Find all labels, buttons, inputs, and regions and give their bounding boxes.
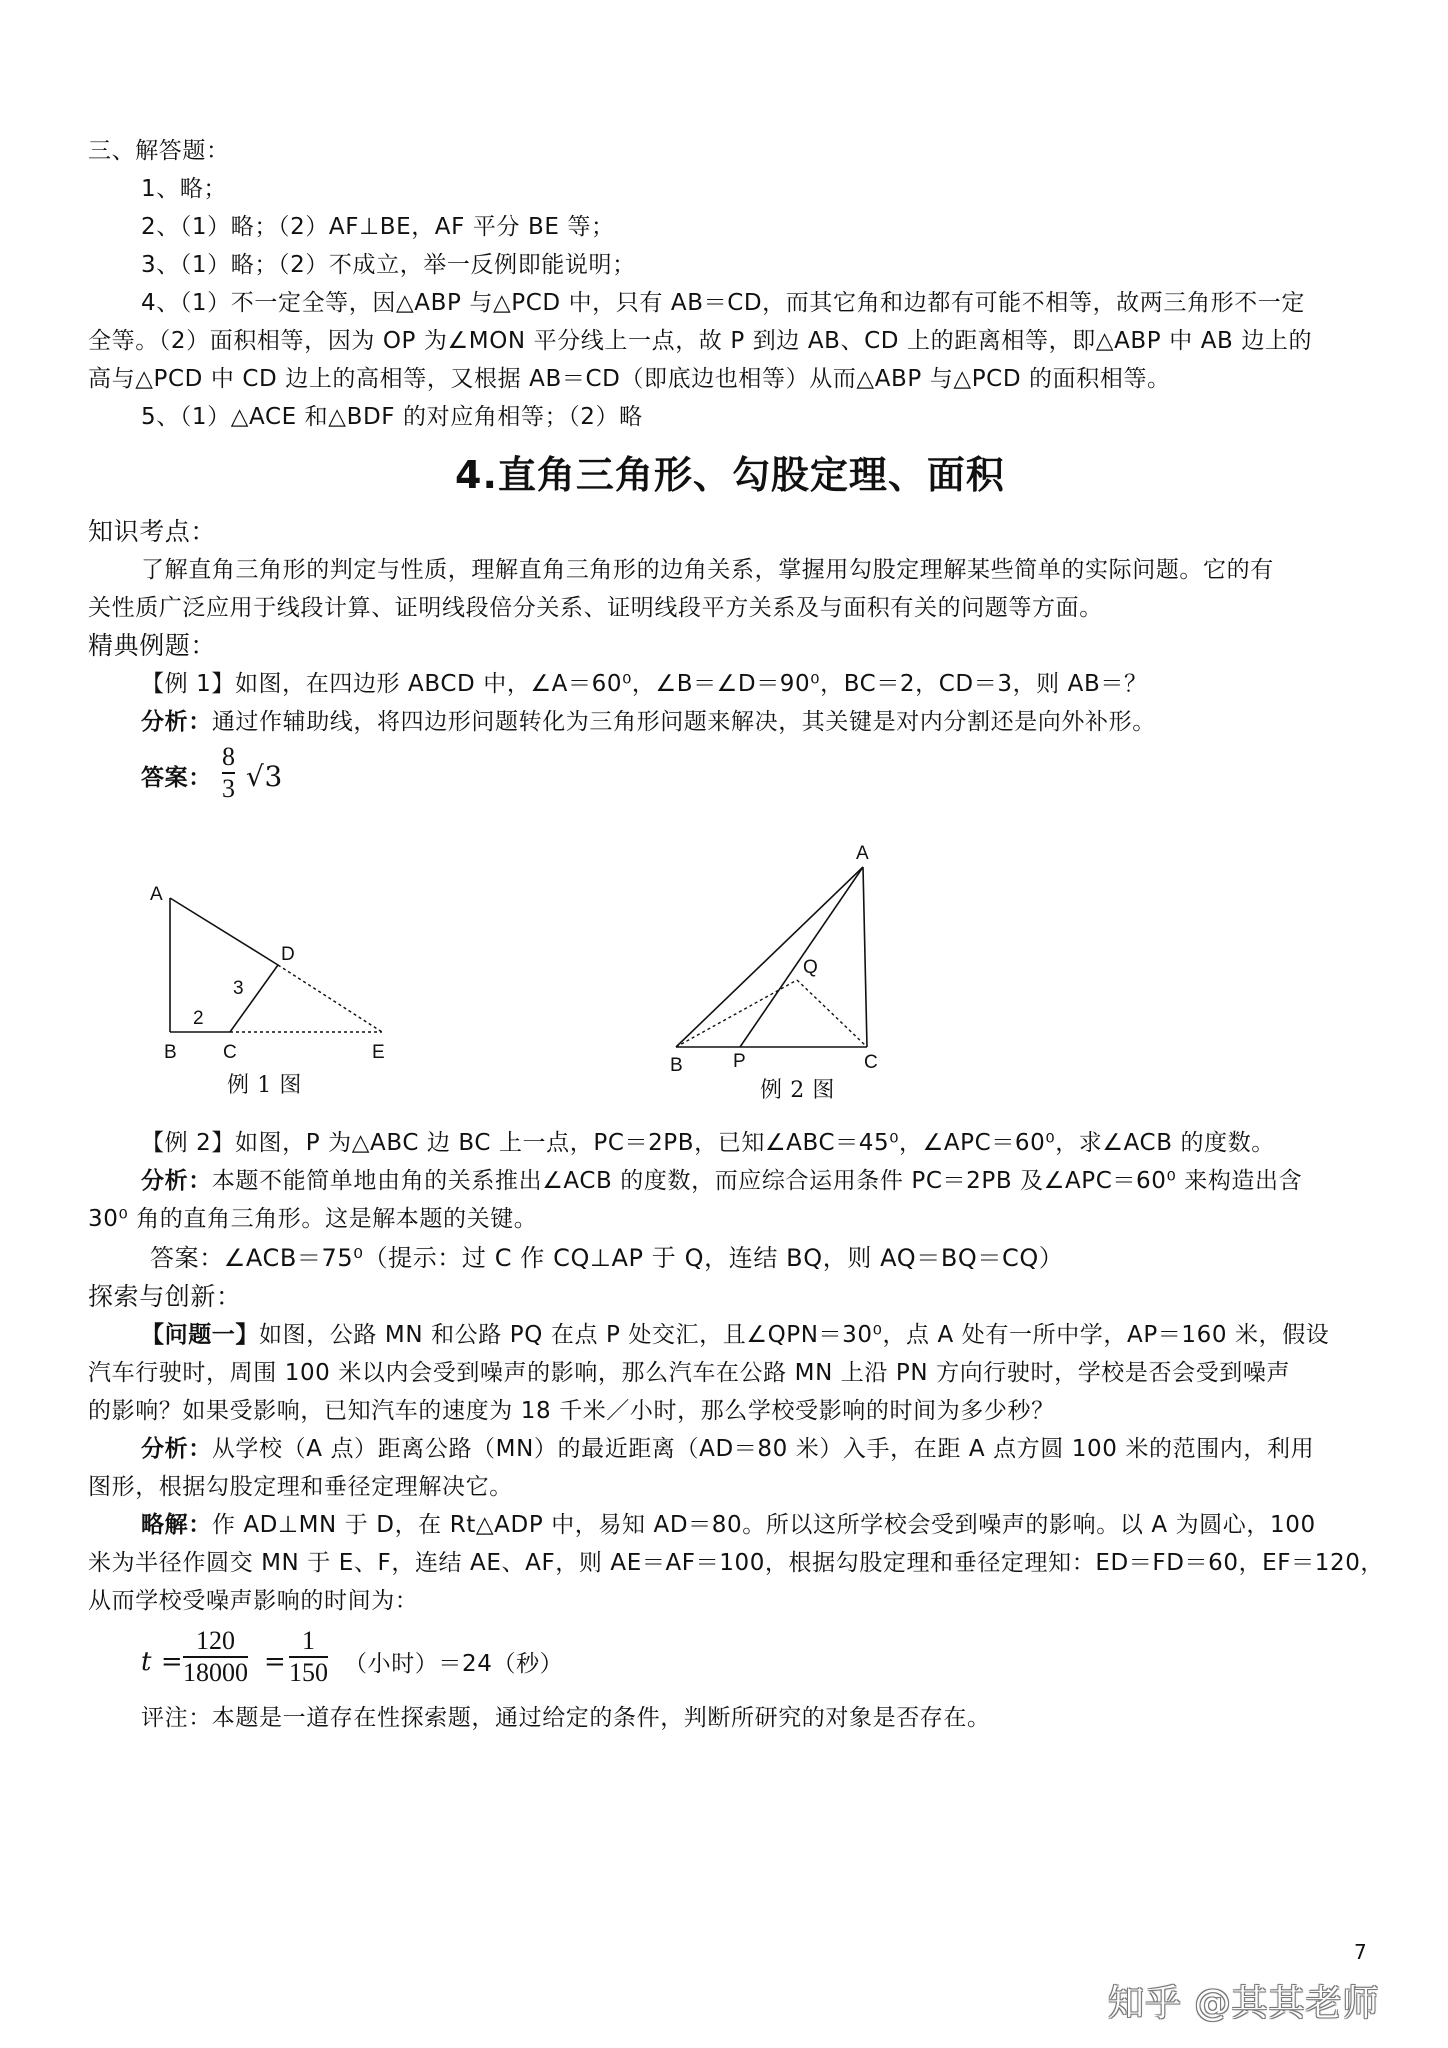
example-2-answer: 答案：∠ACB＝75⁰（提示：过 C 作 CQ⊥AP 于 Q，连结 BQ，则 AQ＝BQ＝CQ） bbox=[150, 1244, 1064, 1272]
figure-2-caption: 例 2 图 bbox=[760, 1078, 835, 1103]
solution-line-2: 米为半径作圆交 MN 于 E、F，连结 AE、AF，则 AE＝AF＝100，根据勾股定理和垂径定理知：ED＝FD＝60，EF＝120， bbox=[88, 1550, 1385, 1576]
knowledge-line-2: 关性质广泛应用于线段计算、证明线段倍分关系、证明线段平方关系及与面积有关的问题等方面。 bbox=[88, 595, 1103, 621]
edge-ad bbox=[170, 898, 278, 965]
examples-heading: 精典例题： bbox=[88, 631, 217, 660]
page-number: 7 bbox=[1354, 1940, 1368, 1964]
label-d: D bbox=[281, 944, 295, 965]
segment-ap bbox=[740, 867, 863, 1047]
watermark: 知乎 @其其老师 bbox=[1108, 1983, 1380, 2024]
label-a: A bbox=[150, 884, 163, 905]
comment: 评注：本题是一道存在性探索题，通过给定的条件，判断所研究的对象是否存在。 bbox=[141, 1705, 991, 1731]
label-b: B bbox=[670, 1055, 683, 1075]
example-2-analysis-line-1 bbox=[141, 1166, 1302, 1196]
label-a: A bbox=[856, 843, 869, 864]
example-2-question: 【例 2】如图，P 为△ABC 边 BC 上一点，PC＝2PB，已知∠ABC＝45⁰，∠APC＝60⁰，求∠ACB 的度数。 bbox=[141, 1130, 1275, 1156]
fraction-numerator: 1 bbox=[302, 1626, 315, 1655]
section-heading: 三、解答题： bbox=[88, 138, 230, 164]
answer-root: √3 bbox=[246, 760, 283, 793]
answer-4-line-3: 高与△PCD 中 CD 边上的高相等，又根据 AB＝CD（即底边也相等）从而△ABP 与△PCD 的面积相等。 bbox=[88, 366, 1171, 392]
example-2-analysis-line-2: 30⁰ 角的直角三角形。这是解本题的关键。 bbox=[88, 1206, 538, 1232]
formula-fraction-1 bbox=[183, 1626, 248, 1688]
problem-1-line-3: 的影响？如果受影响，已知汽车的速度为 18 千米／小时，那么学校受影响的时间为多少秒？ bbox=[88, 1398, 1055, 1424]
problem-1-analysis-line-1 bbox=[141, 1434, 1314, 1464]
fraction-numerator: 8 bbox=[222, 742, 235, 771]
problem-1-line-2: 汽车行驶时，周围 100 米以内会受到噪声的影响，那么汽车在公路 MN 上沿 PN 方向行驶时，学校是否会受到噪声 bbox=[88, 1360, 1291, 1386]
answer-1: 1、略； bbox=[141, 176, 228, 202]
label-p: P bbox=[733, 1051, 746, 1072]
knowledge-line-1: 了解直角三角形的判定与性质，理解直角三角形的边角关系，掌握用勾股定理解某些简单的实际问题。它的有 bbox=[141, 557, 1274, 583]
explore-heading: 探索与创新： bbox=[88, 1282, 242, 1311]
label-q: Q bbox=[803, 957, 818, 978]
answer-4-line-2: 全等。（2）面积相等，因为 OP 为∠MON 平分线上一点，故 P 到边 AB、CD 上的距离相等，即△ABP 中 AB 边上的 bbox=[88, 328, 1313, 354]
solution-line-3: 从而学校受噪声影响的时间为： bbox=[88, 1588, 419, 1614]
answer-4-line-1: 4、（1）不一定全等，因△ABP 与△PCD 中，只有 AB＝CD，而其它角和边都有可能不相等，故两三角形不一定 bbox=[141, 290, 1305, 316]
example-1-analysis bbox=[141, 707, 1156, 737]
label-c: C bbox=[864, 1052, 878, 1073]
label-cd-length: 3 bbox=[233, 978, 244, 999]
example-1-question: 【例 1】如图，在四边形 ABCD 中，∠A＝60⁰，∠B＝∠D＝90⁰，BC＝2，CD＝3，则 AB＝？ bbox=[141, 671, 1148, 697]
solution-line-1 bbox=[141, 1510, 1316, 1540]
analysis-label: 分析： bbox=[141, 1436, 212, 1462]
figure-1 bbox=[130, 870, 410, 1070]
label-c: C bbox=[223, 1042, 237, 1063]
problem-1-analysis-line-2: 图形，根据勾股定理和垂径定理解决它。 bbox=[88, 1474, 513, 1500]
label-b: B bbox=[164, 1042, 177, 1063]
edge-ab bbox=[676, 867, 863, 1047]
analysis-label: 分析： bbox=[141, 1168, 212, 1194]
formula-tail: （小时）＝24（秒） bbox=[344, 1651, 564, 1677]
chapter-title: 4.直角三角形、勾股定理、面积 bbox=[455, 453, 1005, 497]
problem-text: 如图，公路 MN 和公路 PQ 在点 P 处交汇，且∠QPN＝30⁰，点 A 处有一所中学，AP＝160 米，假设 bbox=[259, 1322, 1330, 1348]
figure-2 bbox=[660, 835, 920, 1075]
analysis-text: 本题不能简单地由角的关系推出∠ACB 的度数，而应综合运用条件 PC＝2PB 及∠APC＝60⁰ 来构造出含 bbox=[211, 1168, 1303, 1194]
label-bc-length: 2 bbox=[193, 1008, 204, 1029]
fraction-denominator: 150 bbox=[289, 1658, 328, 1687]
solution-text: 作 AD⊥MN 于 D，在 Rt△ADP 中，易知 AD＝80。所以这所学校会受到噪声的影响。以 A 为圆心，100 bbox=[211, 1512, 1316, 1538]
edge-ac bbox=[863, 867, 867, 1047]
dashed-cq bbox=[797, 980, 867, 1047]
analysis-label: 分析： bbox=[141, 709, 212, 735]
problem-label: 【问题一】 bbox=[141, 1322, 259, 1348]
problem-1-line-1 bbox=[141, 1320, 1329, 1350]
answer-3: 3、（1）略；（2）不成立，举一反例即能说明； bbox=[141, 252, 636, 278]
fraction-denominator: 3 bbox=[222, 774, 235, 803]
answer-5: 5、（1）△ACE 和△BDF 的对应角相等；（2）略 bbox=[141, 404, 643, 430]
formula-t: t = bbox=[141, 1647, 184, 1677]
solution-label: 略解： bbox=[141, 1512, 212, 1538]
formula-fraction-2 bbox=[289, 1626, 328, 1688]
answer-2: 2、（1）略；（2）AF⊥BE，AF 平分 BE 等； bbox=[141, 214, 615, 240]
analysis-text: 通过作辅助线，将四边形问题转化为三角形问题来解决，其关键是对内分割还是向外补形。 bbox=[211, 709, 1156, 735]
analysis-text: 从学校（A 点）距离公路（MN）的最近距离（AD＝80 米）入手，在距 A 点方圆 100 米的范围内，利用 bbox=[211, 1436, 1315, 1462]
fraction-denominator: 18000 bbox=[183, 1658, 248, 1687]
example-1-answer-label: 答案： bbox=[141, 765, 212, 791]
formula-equals: = bbox=[264, 1647, 287, 1677]
figure-1-caption: 例 1 图 bbox=[227, 1073, 302, 1098]
answer-fraction bbox=[222, 742, 235, 804]
label-e: E bbox=[372, 1042, 385, 1063]
fraction-numerator: 120 bbox=[196, 1626, 235, 1655]
dashed-de bbox=[278, 965, 382, 1032]
knowledge-heading: 知识考点： bbox=[88, 517, 217, 546]
